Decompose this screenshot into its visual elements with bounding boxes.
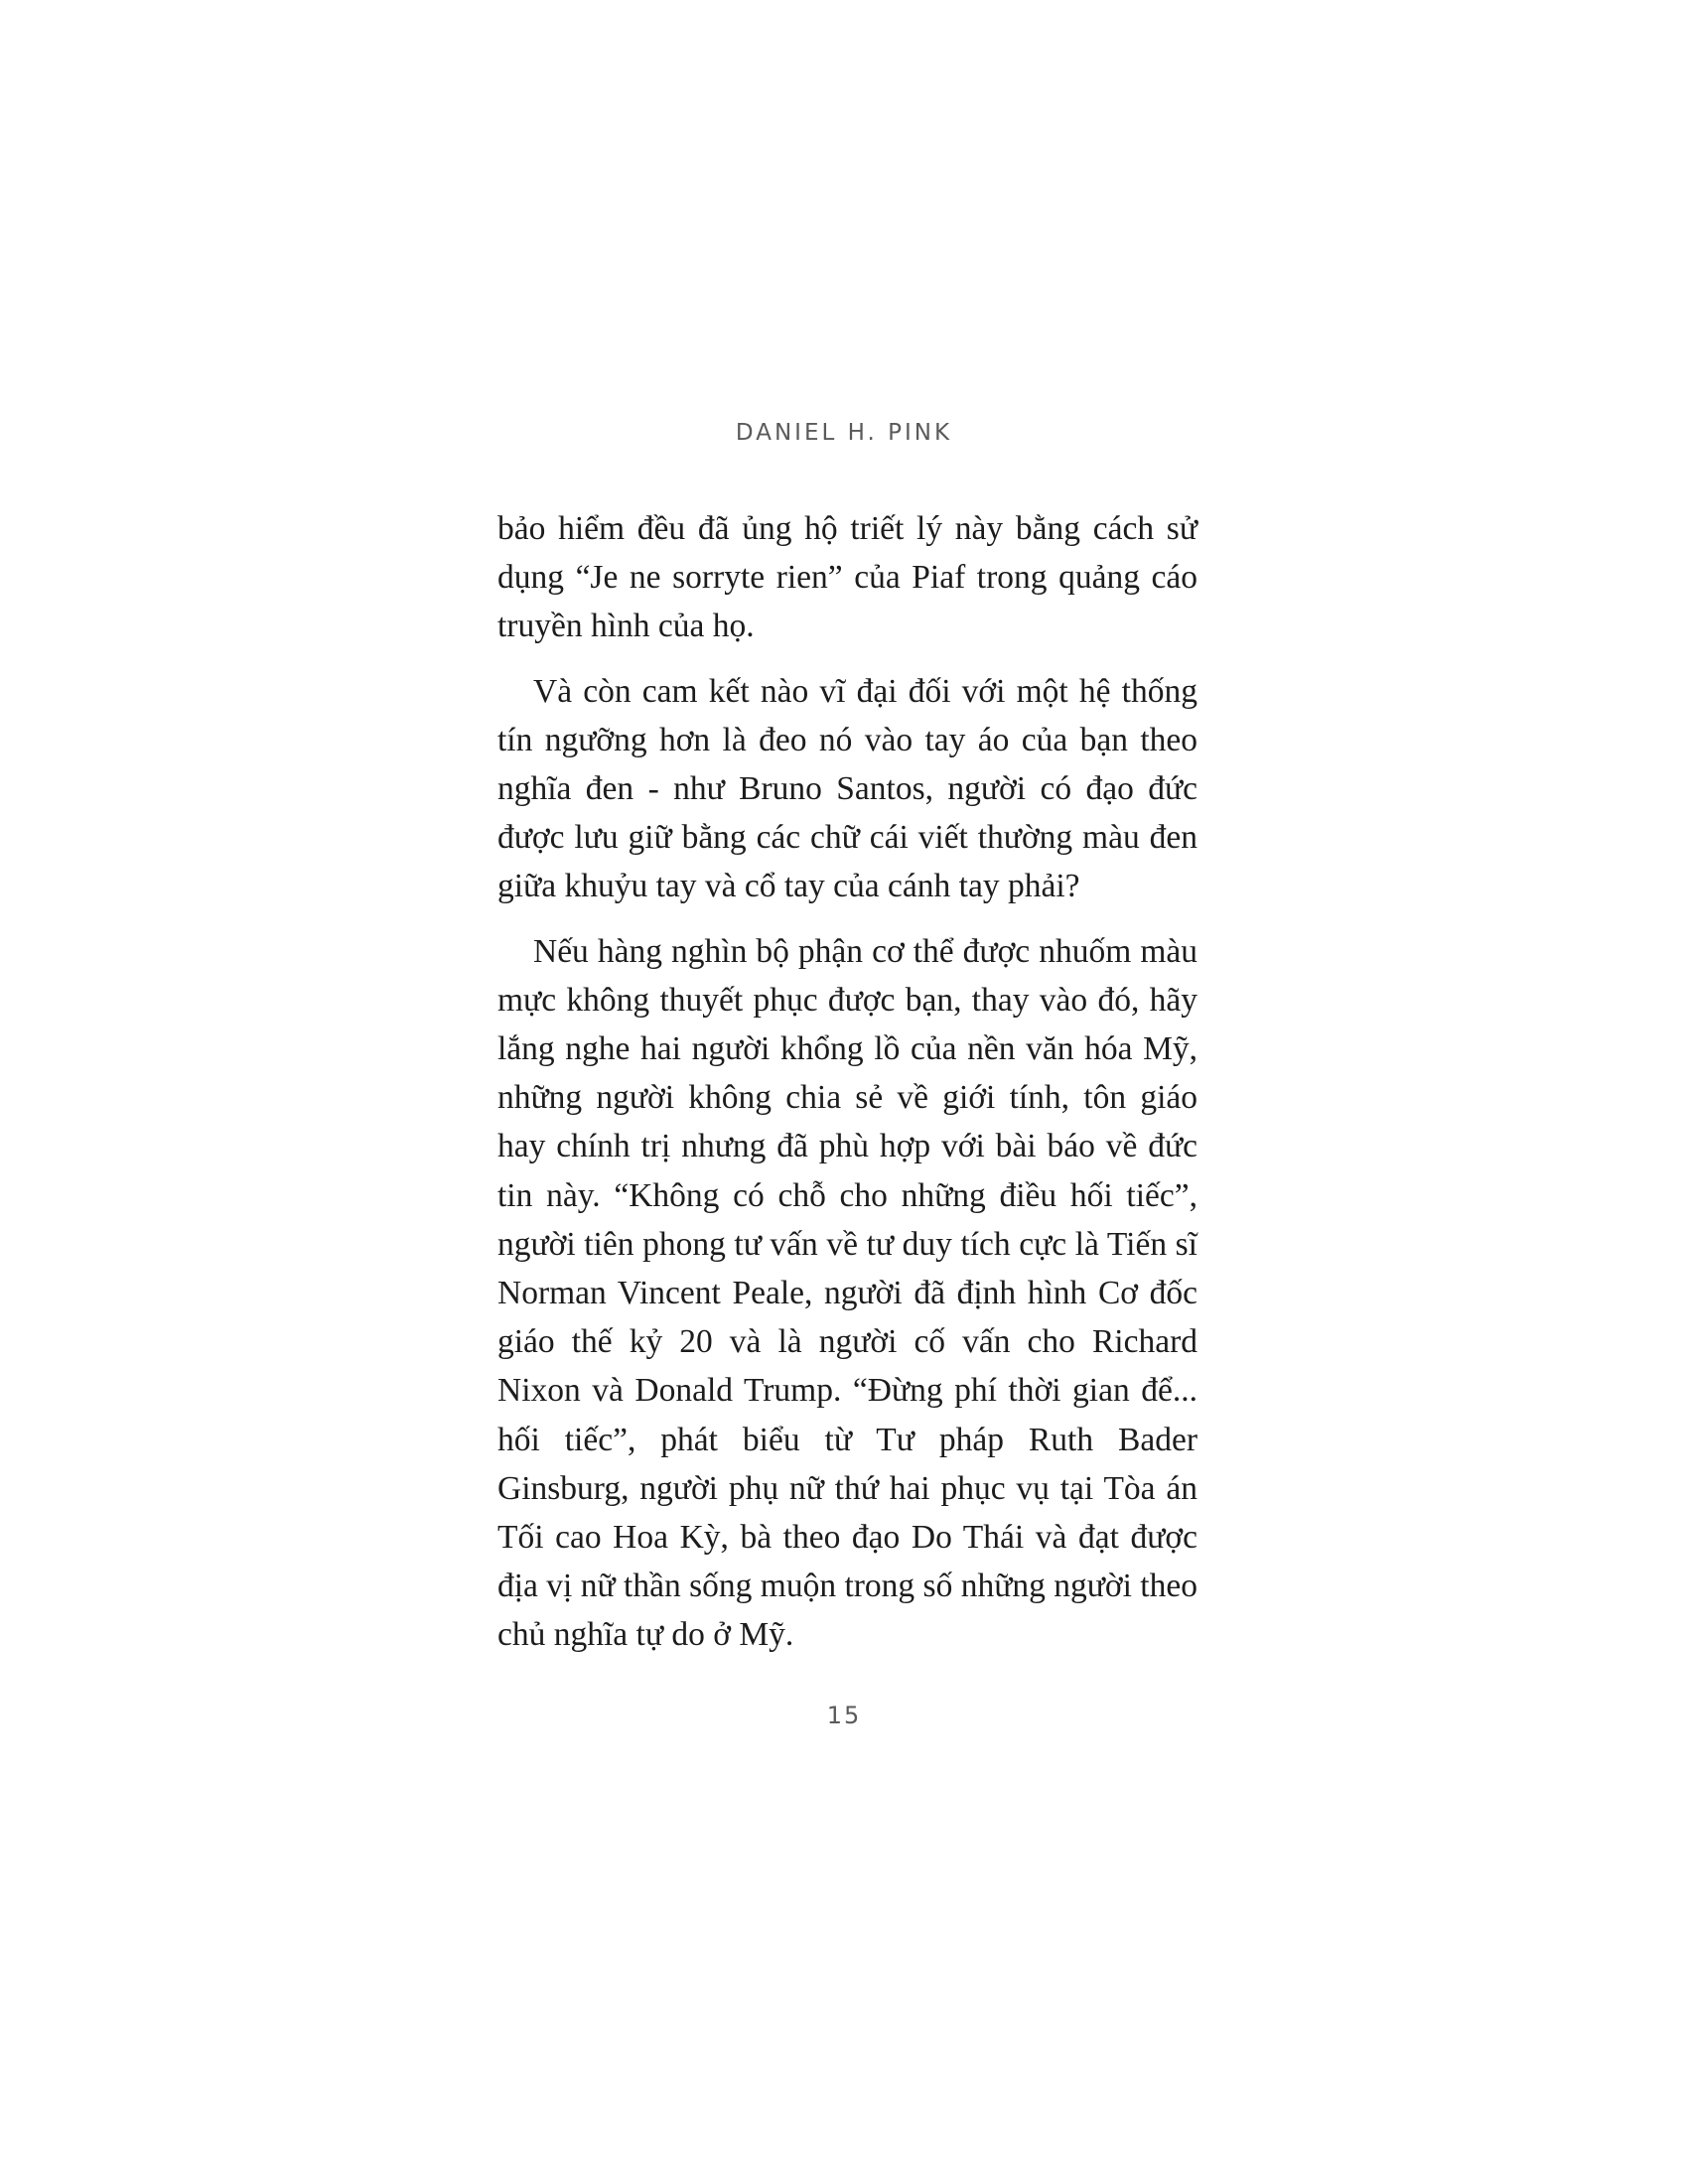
running-header: DANIEL H. PINK <box>735 420 953 446</box>
body-text <box>497 504 1197 1660</box>
paragraph: Nếu hàng nghìn bộ phận cơ thể được nhuốm màu mực không thuyết phục được bạn, thay vào đó, hãy lắng nghe hai người khổng lồ của nền văn hóa Mỹ, những người không chia sẻ về giới tính, tôn giáo hay chính trị nhưng đã phù hợp với bài báo về đức tin này. “Không có chỗ cho những điều hối tiếc”, người tiên phong tư vấn về tư duy tích cực là Tiến sĩ Norman Vincent Peale, người đã định hình Cơ đốc giáo thế kỷ 20 và là người cố vấn cho Richard Nixon và Donald Trump. “Đừng phí thời gian để... hối tiếc”, phát biểu từ Tư pháp Ruth Bader Ginsburg, người phụ nữ thứ hai phục vụ tại Tòa án Tối cao Hoa Kỳ, bà theo đạo Do Thái và đạt được địa vị nữ thần sống muộn trong số những người theo chủ nghĩa tự do ở Mỹ. <box>497 932 1197 1654</box>
paragraph: Và còn cam kết nào vĩ đại đối với một hệ thống tín ngưỡng hơn là đeo nó vào tay áo của bạn theo nghĩa đen - như Bruno Santos, người có đạo đức được lưu giữ bằng các chữ cái viết thường màu đen giữa khuỷu tay và cổ tay của cánh tay phải? <box>497 672 1197 905</box>
paragraph-continued: bảo hiểm đều đã ủng hộ triết lý này bằng cách sử dụng “Je ne sorryte rien” của Piaf trong quảng cáo truyền hình của họ. <box>497 510 1197 645</box>
page-number: 15 <box>826 1702 862 1729</box>
